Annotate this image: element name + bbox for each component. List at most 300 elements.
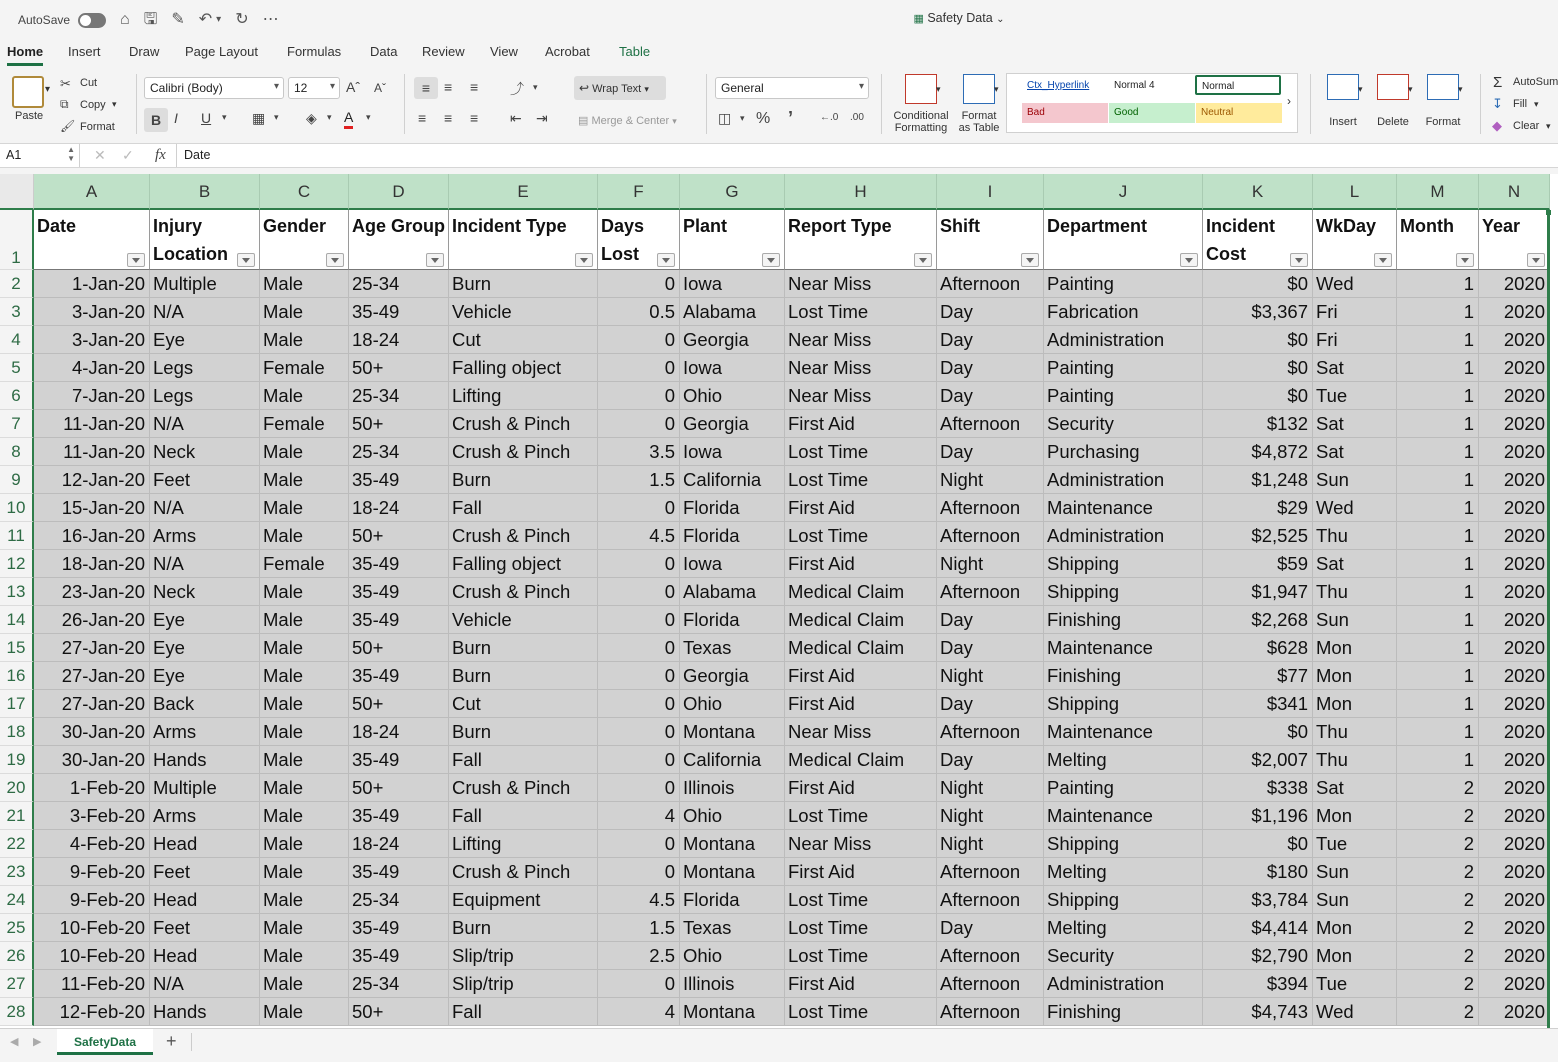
table-cell[interactable]: Illinois <box>680 970 785 998</box>
table-cell[interactable]: Afternoon <box>937 410 1044 438</box>
currency-dropdown-icon[interactable]: ▾ <box>740 113 745 123</box>
table-cell[interactable]: Crush & Pinch <box>449 522 598 550</box>
table-cell[interactable]: 2020 <box>1479 606 1550 634</box>
table-cell[interactable]: Tue <box>1313 830 1397 858</box>
table-cell[interactable]: Maintenance <box>1044 634 1203 662</box>
table-cell[interactable]: Male <box>260 662 349 690</box>
table-cell[interactable]: Female <box>260 550 349 578</box>
column-header-j[interactable]: J <box>1044 174 1203 210</box>
row-header[interactable]: 13 <box>0 578 34 606</box>
tab-formulas[interactable]: Formulas <box>287 44 342 59</box>
tab-home[interactable]: Home <box>7 44 43 66</box>
table-cell[interactable]: Vehicle <box>449 298 598 326</box>
number-format-select[interactable] <box>715 77 869 99</box>
table-cell[interactable]: 2020 <box>1479 718 1550 746</box>
filter-dropdown-icon[interactable] <box>575 253 593 267</box>
table-cell[interactable]: Shipping <box>1044 886 1203 914</box>
table-cell[interactable]: Administration <box>1044 466 1203 494</box>
table-cell[interactable]: $2,790 <box>1203 942 1313 970</box>
table-cell[interactable]: California <box>680 466 785 494</box>
table-cell[interactable]: 0 <box>598 494 680 522</box>
table-cell[interactable]: Montana <box>680 718 785 746</box>
table-cell[interactable]: Lost Time <box>785 998 937 1026</box>
table-cell[interactable]: Male <box>260 830 349 858</box>
table-cell[interactable]: Administration <box>1044 522 1203 550</box>
table-cell[interactable]: Medical Claim <box>785 634 937 662</box>
row-header[interactable]: 4 <box>0 326 34 354</box>
table-cell[interactable]: Georgia <box>680 662 785 690</box>
table-cell[interactable]: $29 <box>1203 494 1313 522</box>
row-header[interactable]: 28 <box>0 998 34 1026</box>
table-cell[interactable]: Afternoon <box>937 718 1044 746</box>
delete-cells-button[interactable] <box>1368 74 1418 128</box>
table-cell[interactable]: $0 <box>1203 270 1313 298</box>
table-cell[interactable]: 18-Jan-20 <box>34 550 150 578</box>
table-cell[interactable]: Hands <box>150 998 260 1026</box>
table-cell[interactable]: Day <box>937 914 1044 942</box>
table-cell[interactable]: $0 <box>1203 326 1313 354</box>
fill-dropdown-icon[interactable]: ▾ <box>1534 99 1539 109</box>
table-cell[interactable]: 4-Feb-20 <box>34 830 150 858</box>
row-header[interactable]: 25 <box>0 914 34 942</box>
table-cell[interactable]: 50+ <box>349 998 449 1026</box>
table-cell[interactable]: Finishing <box>1044 998 1203 1026</box>
table-cell[interactable]: 1 <box>1397 382 1479 410</box>
table-cell[interactable]: First Aid <box>785 662 937 690</box>
table-cell[interactable]: 50+ <box>349 354 449 382</box>
function-icon[interactable]: fx <box>155 147 166 163</box>
paste-label[interactable]: Paste <box>15 110 44 122</box>
table-cell[interactable]: Sun <box>1313 466 1397 494</box>
table-cell[interactable]: Eye <box>150 606 260 634</box>
column-header-cell[interactable] <box>34 210 150 270</box>
clear-button[interactable]: Clear <box>1513 120 1540 132</box>
table-cell[interactable]: 18-24 <box>349 830 449 858</box>
style-bad[interactable]: Bad <box>1022 103 1108 123</box>
table-cell[interactable]: $4,743 <box>1203 998 1313 1026</box>
table-cell[interactable]: Male <box>260 746 349 774</box>
table-cell[interactable]: Maintenance <box>1044 494 1203 522</box>
style-normal-4[interactable]: Normal 4 <box>1114 80 1155 91</box>
table-cell[interactable]: $2,525 <box>1203 522 1313 550</box>
tab-review[interactable]: Review <box>422 44 465 59</box>
table-cell[interactable]: Day <box>937 606 1044 634</box>
table-cell[interactable]: 0 <box>598 410 680 438</box>
table-cell[interactable]: Night <box>937 802 1044 830</box>
table-cell[interactable]: Legs <box>150 382 260 410</box>
conditional-formatting-button[interactable] <box>890 74 952 134</box>
sheet-tab-safetydata[interactable]: SafetyData <box>57 1029 153 1055</box>
table-cell[interactable]: 0 <box>598 382 680 410</box>
table-cell[interactable]: Purchasing <box>1044 438 1203 466</box>
table-cell[interactable]: Lost Time <box>785 942 937 970</box>
table-cell[interactable]: Finishing <box>1044 606 1203 634</box>
column-header-i[interactable]: I <box>937 174 1044 210</box>
table-cell[interactable]: 2020 <box>1479 858 1550 886</box>
style-good[interactable]: Good <box>1109 103 1195 123</box>
row-header[interactable]: 17 <box>0 690 34 718</box>
table-cell[interactable]: 1 <box>1397 746 1479 774</box>
column-header-cell[interactable] <box>150 210 260 270</box>
table-cell[interactable]: 30-Jan-20 <box>34 718 150 746</box>
table-cell[interactable]: 3-Feb-20 <box>34 802 150 830</box>
table-cell[interactable]: 15-Jan-20 <box>34 494 150 522</box>
table-cell[interactable]: Night <box>937 662 1044 690</box>
table-cell[interactable]: Crush & Pinch <box>449 858 598 886</box>
table-cell[interactable]: $0 <box>1203 382 1313 410</box>
table-cell[interactable]: Administration <box>1044 326 1203 354</box>
table-cell[interactable]: 3-Jan-20 <box>34 298 150 326</box>
font-name-select[interactable] <box>144 77 284 99</box>
column-header-cell[interactable] <box>1313 210 1397 270</box>
cancel-icon[interactable]: ✕ <box>94 147 106 163</box>
table-cell[interactable]: 0 <box>598 970 680 998</box>
insert-dropdown-icon[interactable]: ▾ <box>1358 84 1363 94</box>
table-cell[interactable]: Male <box>260 802 349 830</box>
table-cell[interactable]: Near Miss <box>785 382 937 410</box>
currency-icon[interactable]: ◫ <box>718 110 732 126</box>
chevron-right-icon[interactable]: › <box>1287 94 1291 108</box>
table-cell[interactable]: 50+ <box>349 522 449 550</box>
column-header-cell[interactable] <box>680 210 785 270</box>
table-cell[interactable]: $2,268 <box>1203 606 1313 634</box>
table-cell[interactable]: Lost Time <box>785 438 937 466</box>
table-cell[interactable]: $132 <box>1203 410 1313 438</box>
table-cell[interactable]: Iowa <box>680 354 785 382</box>
column-header-m[interactable]: M <box>1397 174 1479 210</box>
table-cell[interactable]: Shipping <box>1044 830 1203 858</box>
table-cell[interactable]: Lifting <box>449 830 598 858</box>
table-cell[interactable]: Texas <box>680 914 785 942</box>
table-cell[interactable]: First Aid <box>785 970 937 998</box>
column-header-g[interactable]: G <box>680 174 785 210</box>
table-cell[interactable]: 1 <box>1397 466 1479 494</box>
column-header-cell[interactable] <box>1044 210 1203 270</box>
table-cell[interactable]: $77 <box>1203 662 1313 690</box>
table-cell[interactable]: 27-Jan-20 <box>34 690 150 718</box>
table-cell[interactable]: Administration <box>1044 970 1203 998</box>
table-cell[interactable]: Day <box>937 382 1044 410</box>
scroll-right-icon[interactable]: ▶ <box>33 1036 42 1048</box>
table-cell[interactable]: 3.5 <box>598 438 680 466</box>
table-cell[interactable]: 0.5 <box>598 298 680 326</box>
row-header[interactable]: 5 <box>0 354 34 382</box>
table-cell[interactable]: 18-24 <box>349 494 449 522</box>
table-cell[interactable]: Female <box>260 354 349 382</box>
table-cell[interactable]: 2020 <box>1479 354 1550 382</box>
table-cell[interactable]: 1 <box>1397 606 1479 634</box>
table-cell[interactable]: Montana <box>680 858 785 886</box>
table-cell[interactable]: Medical Claim <box>785 578 937 606</box>
underline-button[interactable]: U <box>201 110 212 126</box>
percent-button[interactable]: % <box>756 110 771 127</box>
table-cell[interactable]: Night <box>937 774 1044 802</box>
column-header-cell[interactable] <box>598 210 680 270</box>
table-cell[interactable]: Security <box>1044 410 1203 438</box>
table-cell[interactable]: Wed <box>1313 998 1397 1026</box>
row-header[interactable]: 7 <box>0 410 34 438</box>
table-cell[interactable]: 35-49 <box>349 802 449 830</box>
table-cell[interactable]: Mon <box>1313 662 1397 690</box>
table-cell[interactable]: Iowa <box>680 550 785 578</box>
table-cell[interactable]: N/A <box>150 410 260 438</box>
table-cell[interactable]: California <box>680 746 785 774</box>
borders-dropdown-icon[interactable]: ▾ <box>274 112 279 122</box>
formula-input[interactable]: Date <box>184 148 211 162</box>
table-cell[interactable]: Fabrication <box>1044 298 1203 326</box>
format-dropdown-icon[interactable]: ▾ <box>1458 84 1463 94</box>
spreadsheet-grid[interactable] <box>0 174 1558 1028</box>
table-cell[interactable]: 25-34 <box>349 886 449 914</box>
table-cell[interactable]: $1,248 <box>1203 466 1313 494</box>
name-box-stepper-icon[interactable]: ▲ ▼ <box>67 145 75 163</box>
row-header[interactable]: 22 <box>0 830 34 858</box>
row-header[interactable]: 24 <box>0 886 34 914</box>
table-cell[interactable]: 25-34 <box>349 382 449 410</box>
table-cell[interactable]: Burn <box>449 634 598 662</box>
table-cell[interactable]: 2020 <box>1479 466 1550 494</box>
table-cell[interactable]: Maintenance <box>1044 718 1203 746</box>
select-all-corner[interactable] <box>0 174 34 210</box>
filter-dropdown-icon[interactable] <box>426 253 444 267</box>
merge-center-button[interactable] <box>578 114 677 127</box>
table-cell[interactable]: 2 <box>1397 830 1479 858</box>
table-cell[interactable]: Fall <box>449 494 598 522</box>
row-header[interactable]: 6 <box>0 382 34 410</box>
column-header-f[interactable]: F <box>598 174 680 210</box>
table-cell[interactable]: Lost Time <box>785 298 937 326</box>
table-cell[interactable]: Night <box>937 830 1044 858</box>
filter-dropdown-icon[interactable] <box>127 253 145 267</box>
filter-dropdown-icon[interactable] <box>1021 253 1039 267</box>
table-cell[interactable]: 2020 <box>1479 774 1550 802</box>
table-cell[interactable]: 0 <box>598 354 680 382</box>
table-cell[interactable]: 2 <box>1397 914 1479 942</box>
table-cell[interactable]: First Aid <box>785 410 937 438</box>
table-cell[interactable]: Montana <box>680 998 785 1026</box>
tab-table[interactable]: Table <box>619 44 651 59</box>
table-cell[interactable]: Male <box>260 522 349 550</box>
table-cell[interactable]: 4.5 <box>598 886 680 914</box>
table-cell[interactable]: Georgia <box>680 326 785 354</box>
row-header[interactable]: 26 <box>0 942 34 970</box>
table-cell[interactable]: 4 <box>598 802 680 830</box>
column-header-h[interactable]: H <box>785 174 937 210</box>
italic-button[interactable]: I <box>174 110 178 126</box>
table-cell[interactable]: Sun <box>1313 886 1397 914</box>
table-cell[interactable]: Alabama <box>680 298 785 326</box>
table-cell[interactable]: 27-Jan-20 <box>34 662 150 690</box>
table-cell[interactable]: 1 <box>1397 438 1479 466</box>
table-cell[interactable]: Male <box>260 718 349 746</box>
table-cell[interactable]: 1 <box>1397 410 1479 438</box>
table-cell[interactable]: 0 <box>598 662 680 690</box>
table-cell[interactable]: Near Miss <box>785 354 937 382</box>
format-painter-button[interactable]: Format <box>80 121 115 133</box>
table-cell[interactable]: 4-Jan-20 <box>34 354 150 382</box>
format-painter-icon[interactable]: 🖌 <box>60 119 76 133</box>
decrease-font-icon[interactable]: Aˇ <box>374 81 386 95</box>
autosum-icon[interactable]: Σ <box>1493 74 1503 91</box>
table-cell[interactable]: Slip/trip <box>449 942 598 970</box>
table-cell[interactable]: Florida <box>680 606 785 634</box>
table-cell[interactable]: 23-Jan-20 <box>34 578 150 606</box>
table-cell[interactable]: Lost Time <box>785 466 937 494</box>
table-cell[interactable]: Georgia <box>680 410 785 438</box>
table-cell[interactable]: 0 <box>598 326 680 354</box>
table-cell[interactable]: Feet <box>150 914 260 942</box>
table-cell[interactable]: 35-49 <box>349 550 449 578</box>
table-cell[interactable]: Male <box>260 690 349 718</box>
cut-button[interactable]: Cut <box>80 77 98 89</box>
table-cell[interactable]: Night <box>937 466 1044 494</box>
table-cell[interactable]: 2 <box>1397 802 1479 830</box>
fill-icon[interactable]: ↧ <box>1492 96 1503 111</box>
table-cell[interactable]: 0 <box>598 634 680 662</box>
scissors-icon[interactable]: ✂ <box>60 76 71 91</box>
tab-draw[interactable]: Draw <box>129 44 160 59</box>
table-cell[interactable]: 0 <box>598 606 680 634</box>
table-cell[interactable]: 1 <box>1397 690 1479 718</box>
table-cell[interactable]: Melting <box>1044 858 1203 886</box>
table-cell[interactable]: Neck <box>150 438 260 466</box>
table-cell[interactable]: Mon <box>1313 914 1397 942</box>
font-size-select[interactable] <box>288 77 340 99</box>
table-cell[interactable]: $0 <box>1203 354 1313 382</box>
row-header[interactable]: 18 <box>0 718 34 746</box>
table-cell[interactable]: 1.5 <box>598 914 680 942</box>
row-header[interactable]: 27 <box>0 970 34 998</box>
filter-dropdown-icon[interactable] <box>326 253 344 267</box>
row-header[interactable]: 21 <box>0 802 34 830</box>
table-cell[interactable]: Male <box>260 494 349 522</box>
align-middle-icon[interactable]: ≡ <box>444 79 453 95</box>
table-cell[interactable]: 11-Jan-20 <box>34 410 150 438</box>
table-cell[interactable]: $394 <box>1203 970 1313 998</box>
table-cell[interactable]: Equipment <box>449 886 598 914</box>
table-cell[interactable]: Male <box>260 774 349 802</box>
format-as-table-button[interactable] <box>954 74 1004 134</box>
table-cell[interactable]: Shipping <box>1044 578 1203 606</box>
table-cell[interactable]: $0 <box>1203 718 1313 746</box>
table-cell[interactable]: Crush & Pinch <box>449 578 598 606</box>
table-cell[interactable]: Male <box>260 942 349 970</box>
column-header-e[interactable]: E <box>449 174 598 210</box>
fill-color-dropdown-icon[interactable]: ▾ <box>327 112 332 122</box>
table-cell[interactable]: Painting <box>1044 774 1203 802</box>
table-cell[interactable]: Crush & Pinch <box>449 410 598 438</box>
home-icon[interactable]: ⌂ <box>120 11 130 28</box>
table-cell[interactable]: Sun <box>1313 858 1397 886</box>
filter-dropdown-icon[interactable] <box>1180 253 1198 267</box>
table-cell[interactable]: Painting <box>1044 382 1203 410</box>
table-cell[interactable]: Thu <box>1313 522 1397 550</box>
table-cell[interactable]: First Aid <box>785 858 937 886</box>
table-cell[interactable]: Fri <box>1313 326 1397 354</box>
font-color-icon[interactable]: A <box>344 108 353 129</box>
table-cell[interactable]: Fri <box>1313 298 1397 326</box>
table-cell[interactable]: Cut <box>449 326 598 354</box>
table-cell[interactable]: Male <box>260 998 349 1026</box>
table-cell[interactable]: First Aid <box>785 774 937 802</box>
filter-dropdown-icon[interactable] <box>762 253 780 267</box>
tab-view[interactable]: View <box>490 44 518 59</box>
table-cell[interactable]: Afternoon <box>937 270 1044 298</box>
table-cell[interactable]: 16-Jan-20 <box>34 522 150 550</box>
table-cell[interactable]: Tue <box>1313 382 1397 410</box>
table-cell[interactable]: Florida <box>680 522 785 550</box>
table-cell[interactable]: N/A <box>150 550 260 578</box>
table-cell[interactable]: Iowa <box>680 270 785 298</box>
column-header-cell[interactable] <box>260 210 349 270</box>
row-header[interactable]: 14 <box>0 606 34 634</box>
table-cell[interactable]: 25-34 <box>349 438 449 466</box>
table-cell[interactable]: Sat <box>1313 774 1397 802</box>
table-cell[interactable]: 1 <box>1397 298 1479 326</box>
table-cell[interactable]: Near Miss <box>785 718 937 746</box>
paste-icon[interactable] <box>12 76 44 108</box>
table-cell[interactable]: 2020 <box>1479 410 1550 438</box>
table-cell[interactable]: Male <box>260 438 349 466</box>
column-header-c[interactable]: C <box>260 174 349 210</box>
style-ctx-hyperlink[interactable]: Ctx_Hyperlink <box>1027 80 1090 91</box>
save-icon[interactable]: 🖫 <box>143 11 158 28</box>
table-cell[interactable]: Finishing <box>1044 662 1203 690</box>
table-cell[interactable]: Mon <box>1313 802 1397 830</box>
align-right-icon[interactable]: ≡ <box>470 110 479 126</box>
table-cell[interactable]: Legs <box>150 354 260 382</box>
table-cell[interactable]: 1 <box>1397 494 1479 522</box>
table-cell[interactable]: 2020 <box>1479 522 1550 550</box>
table-cell[interactable]: Montana <box>680 830 785 858</box>
table-cell[interactable]: 2.5 <box>598 942 680 970</box>
table-cell[interactable]: 2020 <box>1479 578 1550 606</box>
table-cell[interactable]: 1 <box>1397 550 1479 578</box>
table-cell[interactable]: Male <box>260 634 349 662</box>
table-cell[interactable]: Sat <box>1313 438 1397 466</box>
table-cell[interactable]: 0 <box>598 550 680 578</box>
align-top-icon[interactable]: ≡ <box>414 77 438 99</box>
table-cell[interactable]: Sun <box>1313 606 1397 634</box>
insert-cells-button[interactable] <box>1318 74 1368 128</box>
column-header-a[interactable]: A <box>34 174 150 210</box>
column-header-cell[interactable] <box>349 210 449 270</box>
table-cell[interactable]: Male <box>260 466 349 494</box>
column-header-l[interactable]: L <box>1313 174 1397 210</box>
eraser-icon[interactable]: ◆ <box>1492 118 1502 133</box>
row-header[interactable]: 2 <box>0 270 34 298</box>
filter-dropdown-icon[interactable] <box>1527 253 1545 267</box>
style-normal[interactable]: Normal <box>1195 75 1281 95</box>
table-cell[interactable]: 35-49 <box>349 606 449 634</box>
table-cell[interactable]: 1.5 <box>598 466 680 494</box>
table-cell[interactable]: 10-Feb-20 <box>34 942 150 970</box>
table-cell[interactable]: Cut <box>449 690 598 718</box>
column-header-cell[interactable] <box>1203 210 1313 270</box>
table-cell[interactable]: 0 <box>598 690 680 718</box>
table-cell[interactable]: Burn <box>449 662 598 690</box>
table-cell[interactable]: Lost Time <box>785 802 937 830</box>
column-header-d[interactable]: D <box>349 174 449 210</box>
table-cell[interactable]: $3,784 <box>1203 886 1313 914</box>
table-cell[interactable]: $4,414 <box>1203 914 1313 942</box>
column-header-cell[interactable] <box>937 210 1044 270</box>
table-cell[interactable]: 9-Feb-20 <box>34 858 150 886</box>
increase-indent-icon[interactable]: ⇥ <box>536 110 548 126</box>
save-as-icon[interactable]: ✎ <box>171 11 185 28</box>
column-header-b[interactable]: B <box>150 174 260 210</box>
table-cell[interactable]: Fall <box>449 998 598 1026</box>
